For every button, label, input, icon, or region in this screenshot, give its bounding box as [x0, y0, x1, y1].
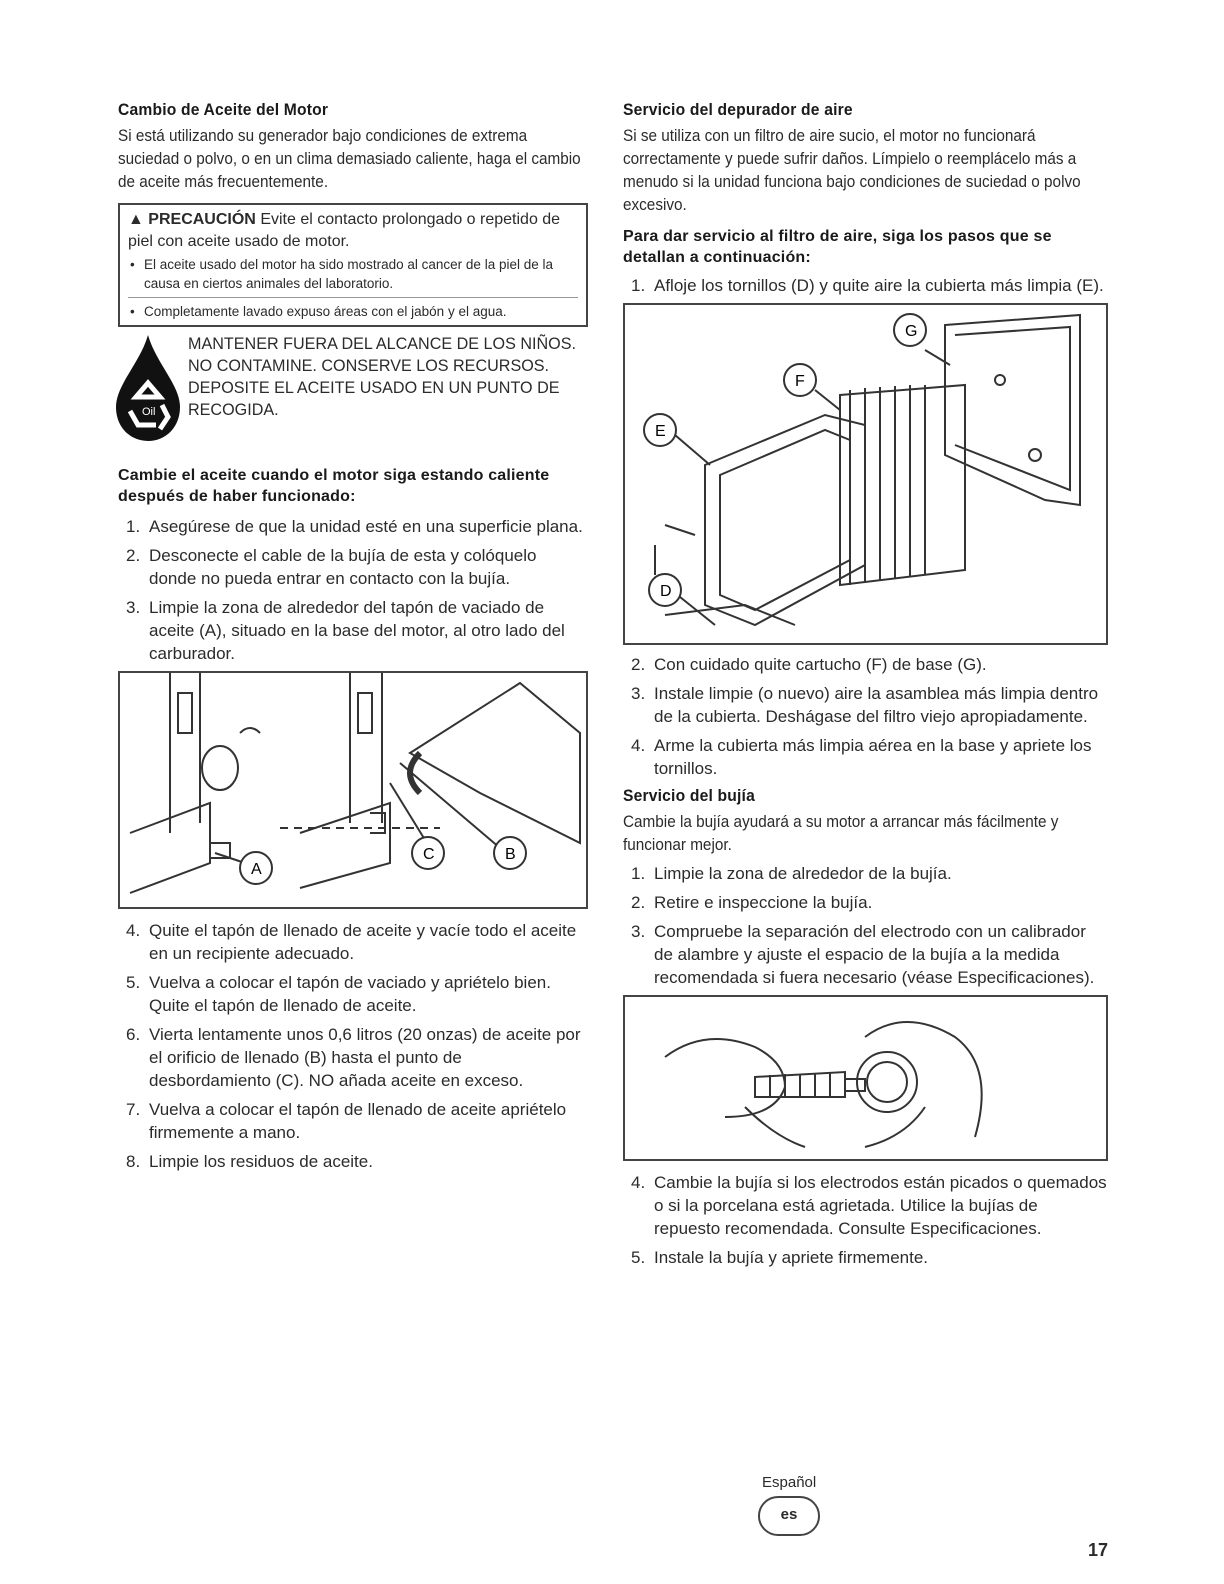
caution-list: [128, 255, 578, 321]
footer-language: Español: [762, 1474, 817, 1491]
list-item: 4. Arme la cubierta más limpia aérea en la base y apriete los tornillos.: [631, 736, 1092, 778]
callout-d-label: D: [660, 583, 672, 600]
caution-box: [118, 203, 588, 327]
callout-f-label: F: [795, 373, 805, 390]
oil-drain-figure: [118, 671, 588, 909]
caution-bullet: • Completamente lavado expuso áreas con el jabón y el agua.: [128, 297, 578, 321]
oil-recycle-notice: [118, 333, 588, 445]
list-item: 2. Desconecte el cable de la bujía de esta y colóquelo donde no pueda entrar en contacto con la bujía.: [126, 546, 537, 588]
oil-change-intro: Si está utilizando su generador bajo condiciones de extrema suciedad o polvo, o en un clima demasiado caliente, haga el cambio de aceite más frecuentemente.: [118, 126, 581, 191]
list-item: 6. Vierta lentamente unos 0,6 litros (20 onzas) de aceite por el orificio de llenado (B) hasta el punto de desbordamiento (C). NO añada aceite en exceso.: [126, 1025, 581, 1090]
list-item: 3. Limpie la zona de alrededor del tapón de vaciado de aceite (A), situado en la base del motor, al otro lado del carburador.: [126, 598, 565, 663]
air-cleaner-intro: Si se utiliza con un filtro de aire sucio, el motor no funcionará correctamente y puede sufrir daños. Límpielo o reemplácelo más a menudo si la unidad funciona bajo condiciones de suciedad o polvo excesivo.: [623, 126, 1081, 214]
list-item: 3. Compruebe la separación del electrodo con un calibrador de alambre y ajuste el espacio de la bujía a la medida recomendada si fuera necesario (véase Especificaciones).: [631, 922, 1095, 987]
list-item: 2. Retire e inspeccione la bujía.: [631, 893, 873, 912]
caution-heading: [128, 209, 578, 253]
spark-steps-a: [623, 862, 1108, 989]
callout-g-label: G: [905, 323, 918, 340]
list-item: 7. Vuelva a colocar el tapón de llenado de aceite apriételo firmemente a mano.: [126, 1100, 567, 1142]
left-column: [118, 100, 588, 1179]
callout-b-label: B: [505, 846, 516, 863]
oil-recycle-icon: [112, 333, 184, 445]
air-filter-illustration: [625, 305, 1106, 643]
list-item: 4. Quite el tapón de llenado de aceite y vacíe todo el aceite en un recipiente adecuado.: [126, 921, 577, 963]
air-filter-figure: [623, 303, 1108, 645]
air-cleaner-title: Servicio del depurador de aire: [623, 100, 853, 119]
list-item: 5. Instale la bujía y apriete firmemente.: [631, 1248, 929, 1267]
list-item: 8. Limpie los residuos de aceite.: [126, 1152, 373, 1171]
spark-plug-title: Servicio del bujía: [623, 786, 755, 805]
spark-plug-intro: Cambie la bujía ayudará a su motor a arrancar más fácilmente y funcionar mejor.: [623, 812, 1059, 854]
callout-c-label: C: [423, 846, 435, 863]
oil-label: Oil: [142, 406, 156, 418]
oil-subtitle: Cambie el aceite cuando el motor siga estando caliente después de haber funcionado:: [118, 467, 550, 505]
oil-steps-b: [118, 919, 588, 1173]
callout-e-label: E: [655, 423, 666, 440]
oil-drain-illustration: [120, 673, 586, 907]
list-item: 2. Con cuidado quite cartucho (F) de base (G).: [631, 655, 987, 674]
spark-plug-illustration: [625, 997, 1106, 1159]
page-number: 17: [1088, 1540, 1109, 1560]
spark-steps-b: [623, 1171, 1108, 1269]
footer-language-code: es: [758, 1496, 820, 1536]
list-item: 1. Afloje los tornillos (D) y quite aire la cubierta más limpia (E).: [631, 276, 1104, 295]
list-item: 1. Limpie la zona de alrededor de la bujía.: [631, 864, 952, 883]
oil-change-title: Cambio de Aceite del Motor: [118, 100, 329, 119]
warning-icon: ▲: [128, 211, 144, 228]
spark-plug-figure: [623, 995, 1108, 1161]
air-cleaner-subtitle: Para dar servicio al filtro de aire, siga los pasos que se detallan a continuación:: [623, 228, 1052, 266]
list-item: 5. Vuelva a colocar el tapón de vaciado y apriételo bien. Quite el tapón de llenado de aceite.: [126, 973, 551, 1015]
caution-bullet: • El aceite usado del motor ha sido mostrado al cancer de la piel de la causa en ciertos animales del laboratorio.: [128, 255, 578, 293]
oil-steps-a: [118, 515, 588, 665]
caution-text: Evite el contacto prolongado o repetido de piel con aceite usado de motor.: [128, 211, 561, 250]
oil-notice-text: MANTENER FUERA DEL ALCANCE DE LOS NIÑOS. NO CONTAMINE. CONSERVE LOS RECURSOS. DEPOSITE EL ACEITE USADO EN UN PUNTO DE RECOGIDA.: [188, 334, 577, 419]
right-column: [623, 100, 1108, 1275]
list-item: 1. Asegúrese de que la unidad esté en una superficie plana.: [126, 517, 583, 536]
caution-label: PRECAUCIÓN: [148, 211, 256, 228]
air-steps-a: [623, 274, 1108, 297]
list-item: 3. Instale limpie (o nuevo) aire la asamblea más limpia dentro de la cubierta. Deshágase del filtro viejo apropiadamente.: [631, 684, 1099, 726]
air-steps-b: [623, 653, 1108, 780]
callout-a-label: A: [251, 861, 262, 878]
list-item: 4. Cambie la bujía si los electrodos están picados o quemados o si la porcelana está agrietada. Utilice la bujías de repuesto recomendada. Consulte Especificaciones.: [631, 1173, 1107, 1238]
